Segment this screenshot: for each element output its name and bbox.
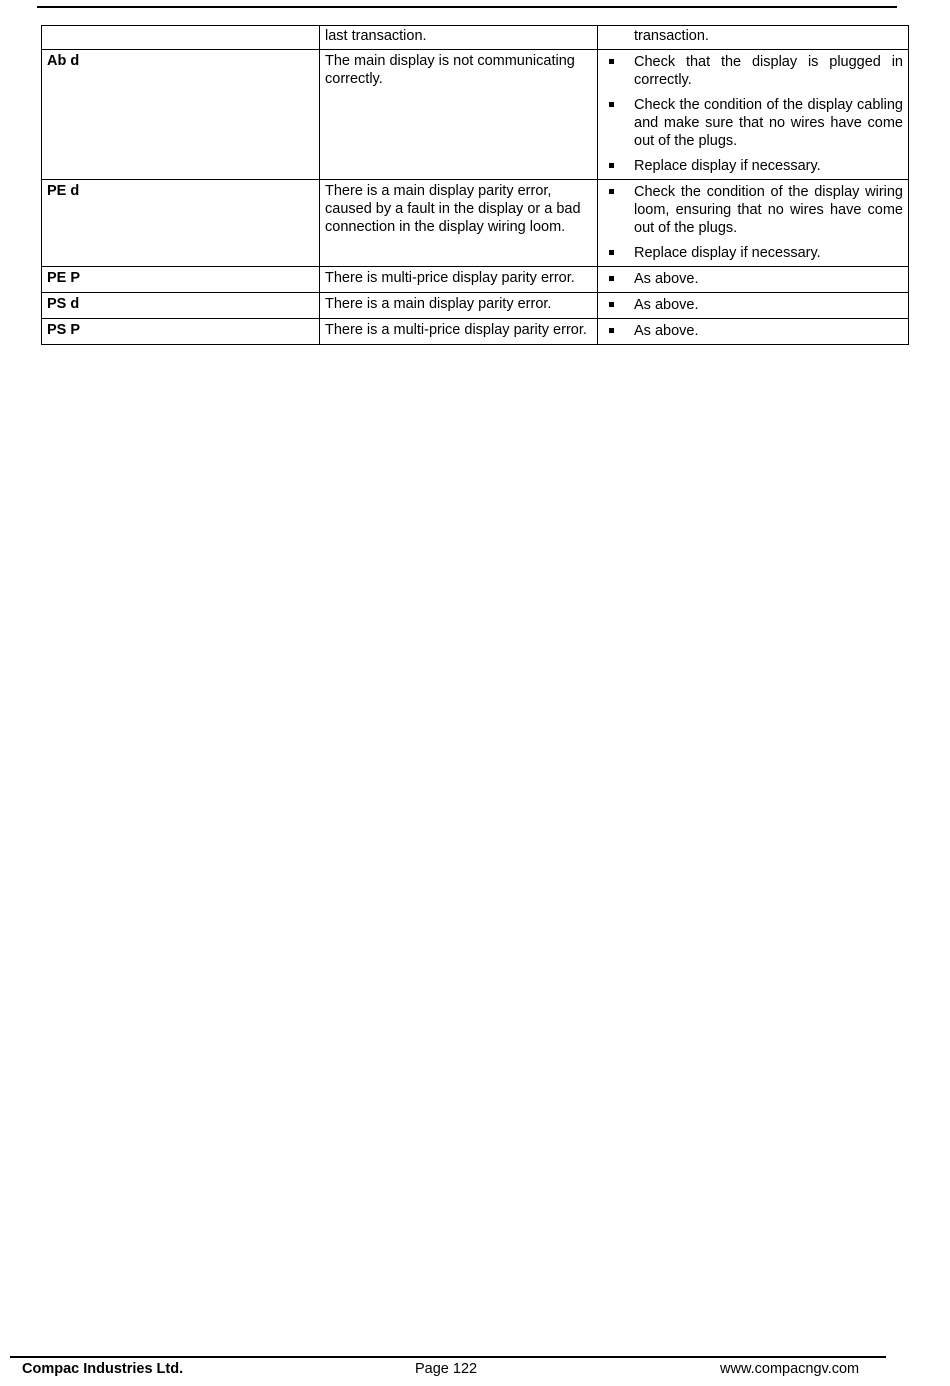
fault-code: [42, 26, 320, 50]
bullet-icon: [609, 59, 614, 64]
action-item: As above.: [603, 322, 903, 340]
header-rule: [37, 6, 897, 8]
fault-description: The main display is not communicating correctly.: [320, 50, 598, 180]
action-item: As above.: [603, 270, 903, 288]
action-item: Replace display if necessary.: [603, 244, 903, 262]
footer-page-number: Page 122: [415, 1361, 478, 1377]
fault-action-cell: [598, 26, 909, 50]
bullet-icon: [609, 163, 614, 168]
fault-description: last transaction.: [320, 26, 598, 50]
action-item: Replace display if necessary.: [603, 157, 903, 175]
table-row: [42, 267, 909, 293]
fault-code: PS P: [42, 319, 320, 345]
bullet-icon: [609, 250, 614, 255]
fault-action-cell: [598, 267, 909, 293]
fault-code: Ab d: [42, 50, 320, 180]
fault-code: PS d: [42, 293, 320, 319]
fault-description: There is a main display parity error, caused by a fault in the display or a bad connection in the display wiring loom.: [320, 180, 598, 267]
fault-code-table: [41, 25, 909, 345]
table-row: [42, 293, 909, 319]
bullet-icon: [609, 276, 614, 281]
fault-action-cell: [598, 319, 909, 345]
fault-description: There is multi-price display parity error.: [320, 267, 598, 293]
table-row: [42, 26, 909, 50]
action-list: [603, 53, 903, 175]
table-row: [42, 50, 909, 180]
bullet-icon: [609, 102, 614, 107]
footer-website: www.compacngv.com: [720, 1361, 860, 1377]
bullet-icon: [609, 328, 614, 333]
bullet-icon: [609, 189, 614, 194]
bullet-icon: [609, 302, 614, 307]
table-row: [42, 319, 909, 345]
fault-description: There is a multi-price display parity error.: [320, 319, 598, 345]
action-list: [603, 183, 903, 262]
fault-code: PE P: [42, 267, 320, 293]
fault-code: PE d: [42, 180, 320, 267]
fault-action-cell: [598, 180, 909, 267]
table-row: [42, 180, 909, 267]
action-list: [603, 322, 903, 340]
action-list: [603, 270, 903, 288]
action-item: Check that the display is plugged in correctly.: [603, 53, 903, 89]
action-continuation: transaction.: [634, 28, 709, 44]
action-item: As above.: [603, 296, 903, 314]
fault-action-cell: [598, 293, 909, 319]
action-item: Check the condition of the display cabling and make sure that no wires have come out of the plugs.: [603, 96, 903, 150]
footer-company: Compac Industries Ltd.: [22, 1361, 184, 1377]
fault-action-cell: [598, 50, 909, 180]
action-item: Check the condition of the display wiring loom, ensuring that no wires have come out of the plugs.: [603, 183, 903, 237]
footer-rule: [10, 1356, 886, 1358]
fault-description: There is a main display parity error.: [320, 293, 598, 319]
action-list: [603, 296, 903, 314]
